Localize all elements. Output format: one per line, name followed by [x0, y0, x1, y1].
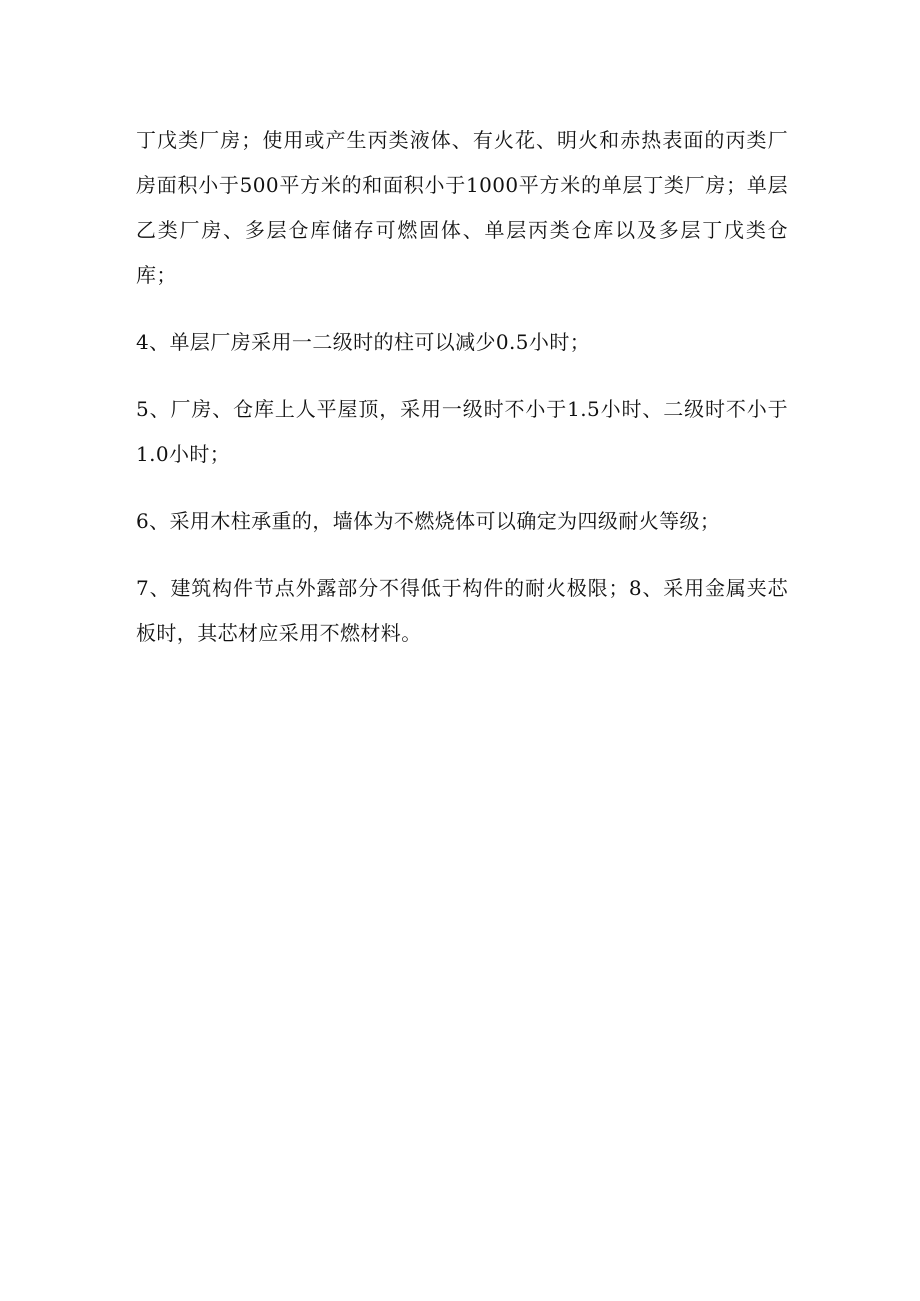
document-body — [136, 118, 788, 656]
paragraph-item-5: 5、厂房、仓库上人平屋顶，采用一级时不小于1.5小时、二级时不小于1.0小时； — [136, 397, 788, 466]
paragraph-item-6: 6、采用木柱承重的，墙体为不燃烧体可以确定为四级耐火等级； — [136, 509, 721, 533]
paragraph-item-4: 4、单层厂房采用一二级时的柱可以减少0.5小时； — [136, 330, 591, 354]
paragraph-item-7-8: 7、建筑构件节点外露部分不得低于构件的耐火极限；8、采用金属夹芯板时，其芯材应采用不燃材料。 — [136, 576, 788, 645]
paragraph-factory-classes: 丁戊类厂房；使用或产生丙类液体、有火花、明火和赤热表面的丙类厂房面积小于500平方米的和面积小于1000平方米的单层丁类厂房；单层乙类厂房、多层仓库储存可燃固体、单层丙类仓库以及多层丁戊类仓库； — [136, 128, 788, 287]
